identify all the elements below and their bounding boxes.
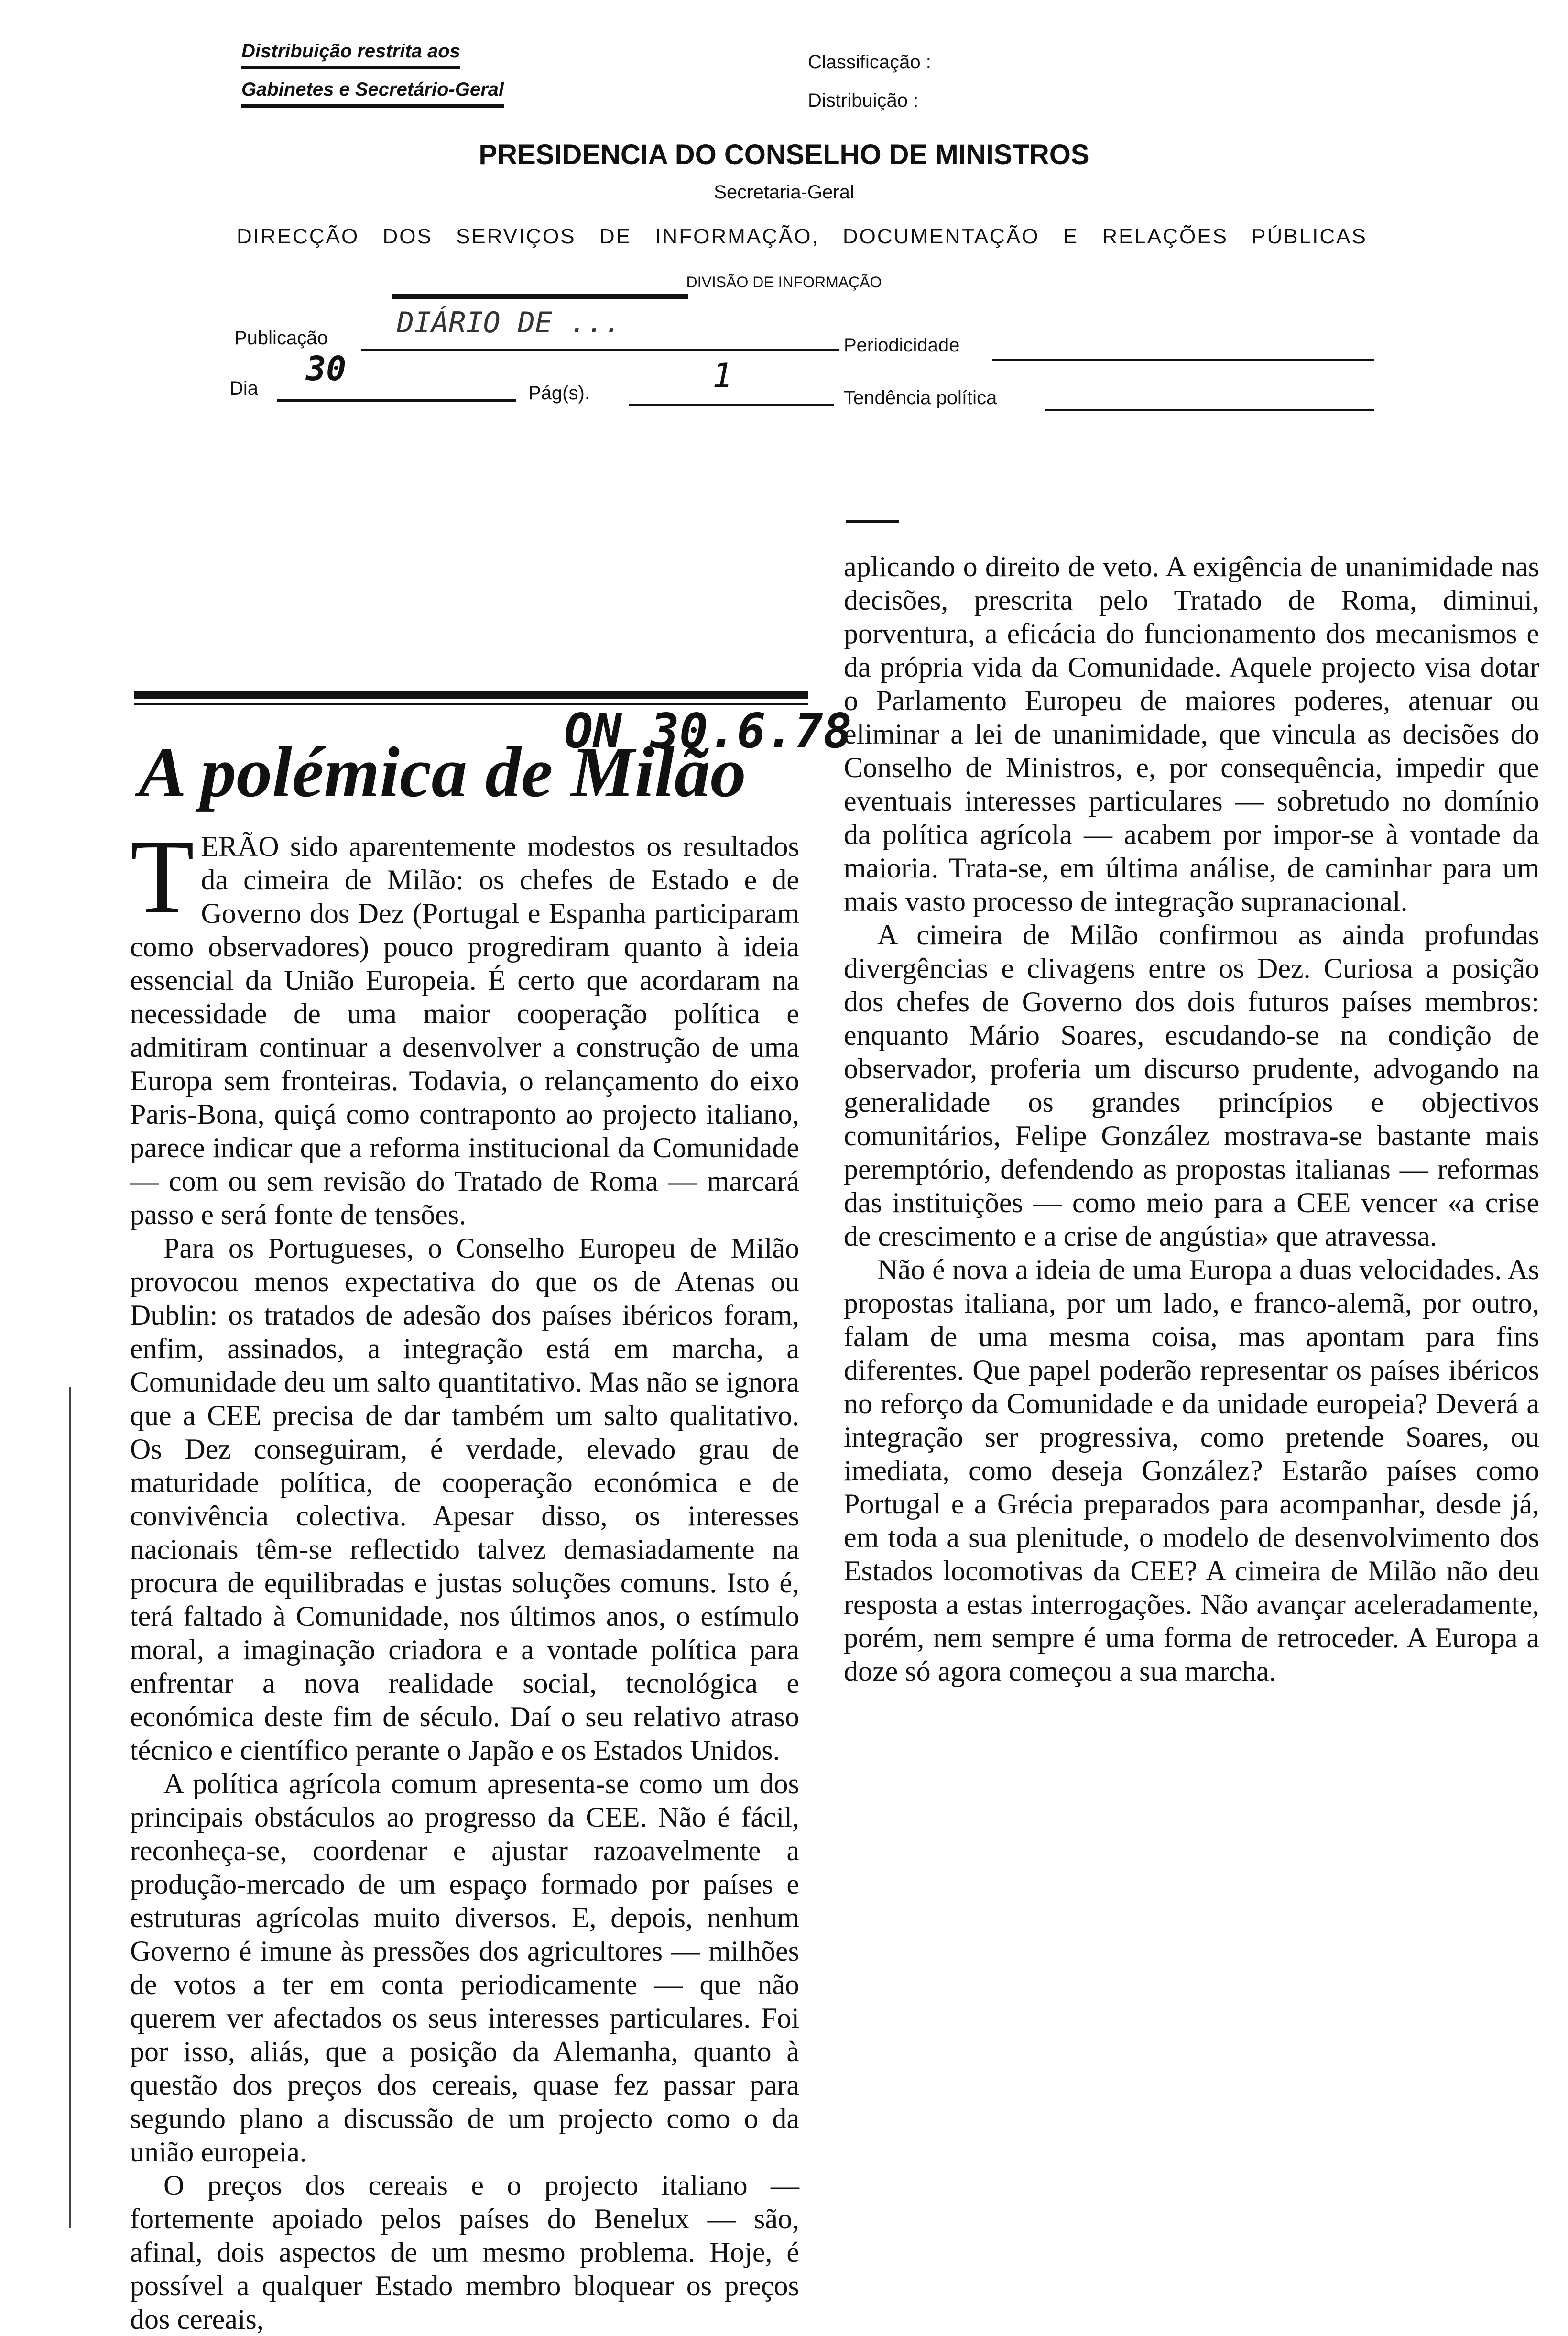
- classification-label: Classificação :: [808, 52, 931, 73]
- publication-label: Publicação: [234, 328, 328, 349]
- article-paragraph: TERÃO sido aparentemente modestos os resultados da cimeira de Milão: os chefes de Estado e de Governo dos Dez (Portugal e Espanha participaram como observadores) pouco progrediram quanto à ideia essencial da União Europeia. É certo que acordaram na necessidade de uma maior cooperação política e admitiram continuar a desenvolver a construção de uma Europa sem fronteiras. Todavia, o relançamento do eixo Paris-Bona, quiçá como contraponto ao projecto italiano, parece indicar que a reforma institucional da Comunidade — com ou sem revisão do Tratado de Roma — marcará passo e será fonte de tensões.: [130, 818, 799, 1230]
- title-rule-thick: [134, 691, 808, 699]
- pages-label: Pág(s).: [528, 383, 590, 404]
- article-title: A polémica de Milão: [139, 733, 746, 812]
- dropcap: T: [130, 818, 195, 935]
- secretariat: Secretaria-Geral: [714, 182, 854, 203]
- margin-mark: [69, 1387, 71, 2228]
- division: DIVISÃO DE INFORMAÇÃO: [686, 274, 882, 291]
- publication-line: [361, 349, 839, 351]
- restricted-distribution-line1: Distribuição restrita aos: [241, 41, 460, 69]
- periodicity-line: [992, 359, 1374, 361]
- political-tendency-label: Tendência política: [844, 387, 997, 408]
- publication-value: DIÁRIO DE ...: [397, 306, 621, 340]
- column-top-rule: [846, 520, 899, 523]
- day-line: [277, 399, 516, 402]
- article-paragraph: Não é nova a ideia de uma Europa a duas velocidades. As propostas italiana, por um lado, e franco-alemã, por outro, falam de uma mesma coisa, mas apontam para fins diferentes. Que papel poderão representar os países ibéricos no reforço da Comunidade e da unidade europeia? Deverá a integração ser progressiva, como pretende Soares, ou imediata, como deseja González? Estarão países como Portugal e a Grécia preparados para acompanhar, desde já, em toda a sua plenitude, o modelo de desenvolvimento dos Estados locomotivas da CEE? A cimeira de Milão não deu resposta a estas interrogações. Não avançar aceleradamente, porém, nem sempre é uma forma de retroceder. A Europa a doze só agora começou a sua marcha.: [844, 1254, 1539, 1687]
- day-value: 30: [306, 349, 347, 388]
- article-paragraph: Para os Portugueses, o Conselho Europeu de Milão provocou menos expectativa do que os de Atenas ou Dublin: os tratados de adesão dos países ibéricos foram, enfim, assinados, a integração está em marcha, a Comunidade deu um salto quantitativo. Mas não se ignora que a CEE precisa de dar também um salto qualitativo. Os Dez conseguiram, é verdade, elevado grau de maturidade política, de cooperação económica e de convivência colectiva. Apesar disso, os interesses nacionais têm-se reflectido talvez demasiadamente na procura de equilibradas e justas soluções comuns. Isto é, terá faltado à Comunidade, nos últimos anos, o estímulo moral, a imaginação criadora e a vontade política para enfrentar a nova realidade social, tecnológica e económica deste fim de século. Daí o seu relativo atraso técnico e científico perante o Japão e os Estados Unidos.: [130, 1232, 799, 1766]
- directorate: DIRECÇÃO DOS SERVIÇOS DE INFORMAÇÃO, DOCUMENTAÇÃO E RELAÇÕES PÚBLICAS: [237, 225, 1367, 248]
- article-paragraph: A cimeira de Milão confirmou as ainda profundas divergências e clivagens entre os Dez. Curiosa a posição dos chefes de Governo dos dois futuros países membros: enquanto Mário Soares, escudando-se na condição de observador, proferia um discurso prudente, advogando na generalidade os grandes princípios e objectivos comunitários, Felipe González mostrava-se bastante mais peremptório, defendendo as propostas italianas — reformas das instituições — como meio para a CEE vencer «a crise de crescimento e a crise de angústia» que atravessa.: [844, 919, 1539, 1252]
- political-tendency-line: [1045, 409, 1374, 411]
- article-left-column: [130, 818, 799, 2336]
- article-right-column: [844, 550, 1539, 1688]
- org-title: PRESIDENCIA DO CONSELHO DE MINISTROS: [479, 139, 1089, 170]
- distribution-label: Distribuição :: [808, 90, 919, 111]
- restricted-distribution-line2: Gabinetes e Secretário-Geral: [241, 79, 504, 108]
- article-paragraph: O preços dos cereais e o projecto italiano — fortemente apoiado pelos países do Benelux — são, afinal, dois aspectos de um mesmo problema. Hoje, é possível a qualquer Estado membro bloquear os preços dos cereais,: [130, 2170, 799, 2335]
- article-paragraph: A política agrícola comum apresenta-se como um dos principais obstáculos ao progresso da CEE. Não é fácil, reconheça-se, coordenar e ajustar razoavelmente a produção-mercado de um espaço formado por países e estruturas agrícolas muito diversos. E, depois, nenhum Governo é imune às pressões dos agricultores — milhões de votos a ter em conta periodicamente — que não querem ver afectados os seus interesses particulares. Foi por isso, aliás, que a posição da Alemanha, quanto à questão dos preços dos cereais, quase fez passar para segundo plano a discussão de um projecto como o da união europeia.: [130, 1768, 799, 2168]
- article-paragraph: aplicando o direito de veto. A exigência de unanimidade nas decisões, prescrita pelo Tratado de Roma, diminui, porventura, a eficácia do funcionamento dos mecanismos e da própria vida da Comunidade. Aquele projecto visa dotar o Parlamento Europeu de maiores poderes, atenuar ou eliminar a lei de unanimidade, que vincula as decisões do Conselho de Ministros, e, por consequência, impedir que eventuais interesses particulares — sobretudo no domínio da política agrícola — acabem por impor-se à vontade da maioria. Trata-se, em última análise, de caminhar para um mais vasto processo de integração supranacional.: [844, 551, 1539, 917]
- day-label: Dia: [229, 378, 259, 399]
- pages-value: 1: [712, 356, 733, 395]
- redaction-bar: [392, 294, 688, 299]
- periodicity-label: Periodicidade: [844, 335, 960, 356]
- handwritten-note: ON 30.6.78: [564, 703, 852, 759]
- pages-line: [629, 404, 834, 406]
